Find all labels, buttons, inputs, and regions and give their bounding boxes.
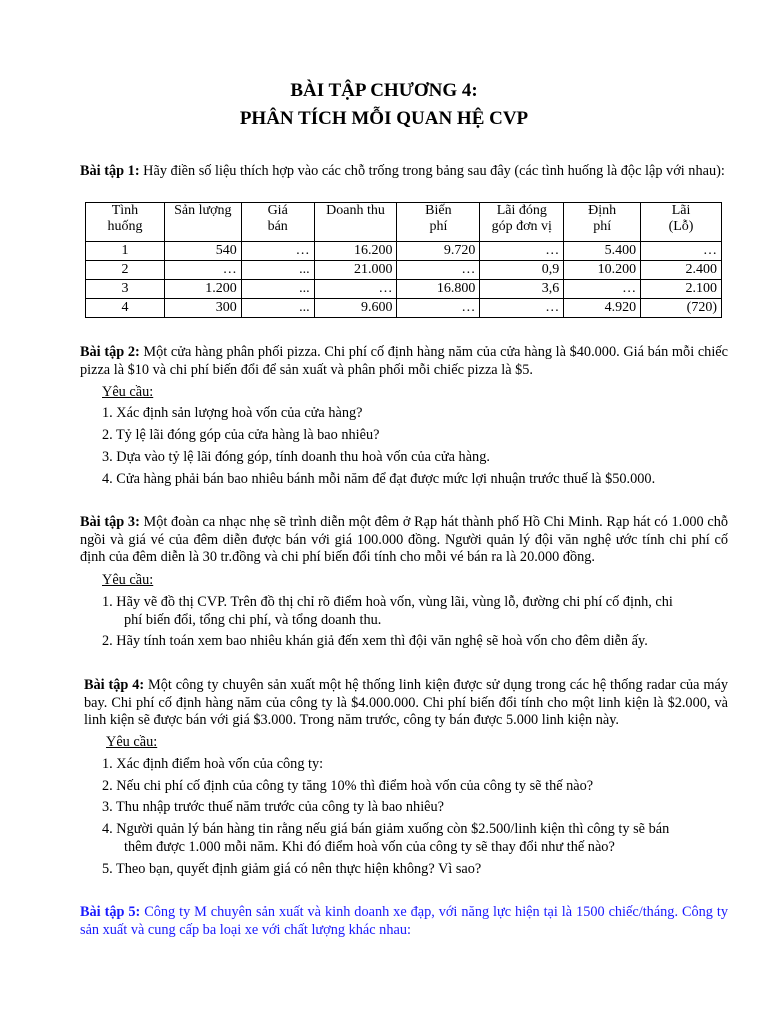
exercise-4-requirements-heading: Yêu cầu: xyxy=(106,734,158,750)
header-lai-dong-gop: Lãi đóng góp đơn vị xyxy=(480,203,564,242)
table-row xyxy=(86,242,722,261)
table-header-row xyxy=(86,203,722,242)
exercise-2-label: Bài tập 2: xyxy=(80,344,140,360)
table-cell: 5.400 xyxy=(564,242,641,261)
cvp-table xyxy=(85,202,722,318)
header-dinh-phi: Định phí xyxy=(564,203,641,242)
table-cell: 16.800 xyxy=(397,280,480,299)
table-cell: 300 xyxy=(164,299,241,318)
exercise-5-text: Công ty M chuyên sản xuất và kinh doanh xe đạp, với năng lực hiện tại là 1500 chiếc/tháng. Công ty sản xuất và cung cấp ba loại xe với chất lượng khác nhau: xyxy=(80,904,728,938)
header-bien-phi: Biến phí xyxy=(397,203,480,242)
table-cell: 16.200 xyxy=(314,242,397,261)
table-cell: 21.000 xyxy=(314,261,397,280)
table-cell: ... xyxy=(241,261,314,280)
exercise-4-item-4: 4. Người quản lý bán hàng tin rằng nếu giá bán giảm xuống còn $2.500/linh kiện thì công ty sẽ bán thêm được 1.000 mỗi năm. Khi đó điểm hoà vốn của công ty sẽ thay đổi như thế nào? xyxy=(102,821,670,855)
table-cell: 2.400 xyxy=(641,261,722,280)
table-cell: 540 xyxy=(164,242,241,261)
header-tinh-huong: Tình huống xyxy=(86,203,165,242)
exercise-3-label: Bài tập 3: xyxy=(80,514,140,530)
table-cell: 2.100 xyxy=(641,280,722,299)
table-cell: ... xyxy=(241,280,314,299)
table-cell: … xyxy=(480,242,564,261)
table-cell: ... xyxy=(241,299,314,318)
exercise-1-text: Hãy điền số liệu thích hợp vào các chỗ trống trong bảng sau đây (các tình huống là độc lập với nhau): xyxy=(139,163,725,179)
exercise-3-text: Một đoàn ca nhạc nhẹ sẽ trình diễn một đêm ở Rạp hát thành phố Hồ Chi Minh. Rạp hát có 1.000 chỗ ngồi và giá vé của đêm diễn được bán với giá 100.000 đồng. Người quản lý đội văn nghệ ước tính chi phí cố định của đêm diễn là 30 tr.đồng và chi phí biến đổi tính cho mỗi vé bán ra là 20.000 đồng. xyxy=(80,514,728,565)
table-cell: 4 xyxy=(86,299,165,318)
table-cell: 1 xyxy=(86,242,165,261)
table-cell: 1.200 xyxy=(164,280,241,299)
exercise-3-item-2: 2. Hãy tính toán xem bao nhiêu khán giả đến xem thì đội văn nghệ sẽ hoà vốn cho đêm diễn ấy. xyxy=(102,633,648,649)
exercise-4-item-5: 5. Theo bạn, quyết định giảm giá có nên thực hiện không? Vì sao? xyxy=(102,861,482,877)
table-cell: … xyxy=(164,261,241,280)
table-cell: 9.600 xyxy=(314,299,397,318)
exercise-2-item-1: 1. Xác định sản lượng hoà vốn của cửa hàng? xyxy=(102,405,363,421)
header-gia-ban: Giá bán xyxy=(241,203,314,242)
title-line-1: BÀI TẬP CHƯƠNG 4: xyxy=(290,80,478,101)
table-cell: 3,6 xyxy=(480,280,564,299)
exercise-2-item-2: 2. Tỷ lệ lãi đóng góp của cửa hàng là bao nhiêu? xyxy=(102,427,380,443)
table-cell: 4.920 xyxy=(564,299,641,318)
table-cell: 3 xyxy=(86,280,165,299)
header-san-luong: Sản lượng xyxy=(164,203,241,242)
table-cell: … xyxy=(641,242,722,261)
exercise-3-item-1: 1. Hãy vẽ đồ thị CVP. Trên đồ thị chỉ rõ điểm hoà vốn, vùng lãi, vùng lỗ, đường chi phí cố định, chi phí biến đổi, tổng chi phí, và tổng doanh thu. xyxy=(102,594,673,628)
table-cell: 0,9 xyxy=(480,261,564,280)
exercise-3-requirements-heading: Yêu cầu: xyxy=(102,572,154,588)
exercise-2-text: Một cửa hàng phân phối pizza. Chi phí cố định hàng năm của cửa hàng là $40.000. Giá bán mỗi chiếc pizza là $10 và chi phí biến đổi để sản xuất và phân phối mỗi chiếc pizza là $5. xyxy=(80,344,728,378)
table-row xyxy=(86,299,722,318)
exercise-1-intro xyxy=(80,163,728,181)
table-cell: 10.200 xyxy=(564,261,641,280)
exercise-5-label: Bài tập 5: xyxy=(80,904,141,920)
exercise-3-intro xyxy=(80,514,728,567)
exercise-2-requirements-heading: Yêu cầu: xyxy=(102,384,154,400)
table-cell: … xyxy=(314,280,397,299)
table-cell: … xyxy=(397,261,480,280)
table-cell: … xyxy=(480,299,564,318)
exercise-4-text: Một công ty chuyên sản xuất một hệ thống linh kiện được sử dụng trong các hệ thống radar của máy bay. Chi phí cố định hàng năm của công ty là $4.000.000. Chi phí biến đổi tính cho một linh kiện là $2.000, và linh kiện sẽ được bán với giá $3.000. Trong năm trước, công ty bán được 5.000 linh kiện này. xyxy=(84,677,729,728)
table-cell: … xyxy=(564,280,641,299)
table-cell: … xyxy=(397,299,480,318)
title-line-2: PHÂN TÍCH MỖI QUAN HỆ CVP xyxy=(239,108,529,129)
exercise-2-item-3: 3. Dựa vào tỷ lệ lãi đóng góp, tính doanh thu hoà vốn của cửa hàng. xyxy=(102,449,490,465)
exercise-4-item-3: 3. Thu nhập trước thuế năm trước của công ty là bao nhiêu? xyxy=(102,799,445,815)
table-cell: (720) xyxy=(641,299,722,318)
table-cell: 9.720 xyxy=(397,242,480,261)
exercise-5-intro xyxy=(80,904,728,939)
exercise-4-intro xyxy=(84,677,728,730)
exercise-4-label: Bài tập 4: xyxy=(84,677,145,693)
exercise-4-item-1: 1. Xác định điểm hoà vốn của công ty: xyxy=(102,756,324,772)
table-cell: … xyxy=(241,242,314,261)
exercise-1-label: Bài tập 1: xyxy=(80,163,140,179)
exercise-2-intro xyxy=(80,344,728,379)
header-lai-lo: Lãi (Lỗ) xyxy=(641,203,722,242)
table-row xyxy=(86,261,722,280)
exercise-2-item-4: 4. Cửa hàng phải bán bao nhiêu bánh mỗi năm để đạt được mức lợi nhuận trước thuế là $50.000. xyxy=(102,471,656,487)
table-row xyxy=(86,280,722,299)
exercise-4-item-2: 2. Nếu chi phí cố định của công ty tăng 10% thì điểm hoà vốn của công ty sẽ thế nào? xyxy=(102,778,594,794)
header-doanh-thu: Doanh thu xyxy=(314,203,397,242)
table-cell: 2 xyxy=(86,261,165,280)
